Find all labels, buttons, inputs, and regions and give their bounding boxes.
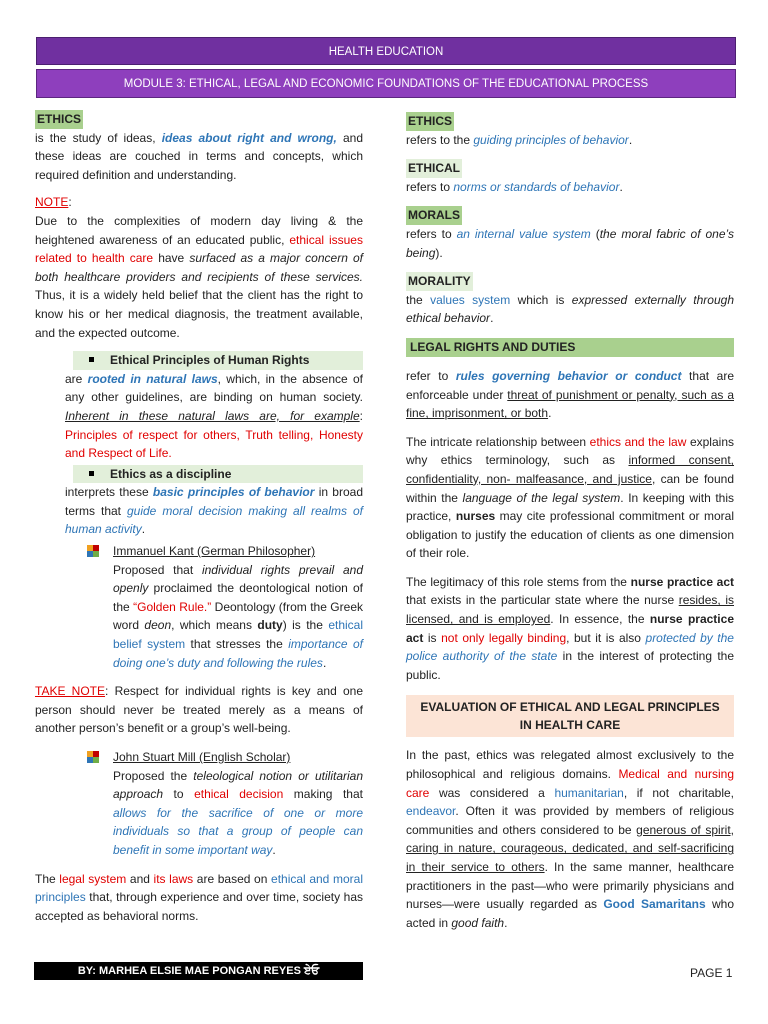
author-footer [34,962,363,980]
intricate-paragraph: The intricate relationship between ethics and the law explains why ethics terminology, such as informed consent, confidentiality, non- malfeasance, and justice, can be found within the language of the legal system. In keeping with this practice, nurses may cite professional commitment or moral obligation to justify the education of clients as one dimension of their role. [406,434,735,561]
principles-paragraph: are rooted in natural laws, which, in the absence of any other guidelines, are binding on human society. Inherent in these natural laws are, for example: Principles of respect for others, Truth telling, Honesty and Respect of Life. [65,371,363,461]
mill-name: John Stuart Mill (English Scholar) [113,750,291,764]
author-name: BY: MARHEA ELSIE MAE PONGAN REYES ਏਓ [77,965,320,977]
evaluation-heading: EVALUATION OF ETHICAL AND LEGAL PRINCIPLES IN HEALTH CARE [406,695,734,737]
module-title: MODULE 3: ETHICAL, LEGAL AND ECONOMIC FOUNDATIONS OF THE EDUCATIONAL PROCESS [123,78,649,90]
ethics-heading: ETHICS [35,110,83,129]
legal-system-paragraph: The legal system and its laws are based on ethical and moral principles that, through experience and over time, society has accepted as behavioral norms. [35,871,363,923]
mill-entry [35,748,363,860]
kant-paragraph: Proposed that individual rights prevail and openly proclaimed the deontological notion of the “Golden Rule.” Deontology (from the Greek word deon, which means duty) is the ethical belief system that stresses the importance of doing one’s duty and following the rules. [113,562,363,670]
ethics-heading-right: ETHICS [406,112,454,131]
page-number: PAGE 1 [690,966,733,980]
header-title: HEALTH EDUCATION [328,46,444,58]
principles-heading: Ethical Principles of Human Rights [73,351,363,370]
kant-entry [35,542,363,672]
square-bullet-icon [89,471,94,476]
ethical-paragraph: refers to norms or standards of behavior. [406,179,623,194]
take-note-paragraph: TAKE NOTE: Respect for individual rights is key and one person should never be treated merely as a means of another person’s benefit or a group’s well-being. [35,684,364,736]
square-bullet-icon [89,357,94,362]
morals-paragraph: refers to an internal value system (the moral fabric of one’s being). [406,226,734,260]
windows-bullet-icon [87,751,99,763]
legitimacy-paragraph: The legitimacy of this role stems from the nurse practice act that exists in the particular state where the nurse resides, is licensed, and is employed. In essence, the nurse practice act is not only legally binding, but it is also protected by the police authority of the state in the interest of protecting the public. [406,574,735,682]
past-paragraph: In the past, ethics was relegated almost exclusively to the philosophical and religious domains. Medical and nursing care was considered a humanitarian, if not charitable, endeavor. Often it was provided by members of religious communities and others considered to be generous of spirit, caring in nature, courageous, dedicated, and self-sacrificing in their service to others. In the same manner, healthcare practitioners in the past—who were primarily physicians and nurses—were usually regarded as Good Samaritans who acted in good faith. [406,748,734,930]
morals-heading: MORALS [406,206,462,225]
ethical-heading: ETHICAL [406,159,462,178]
legal-rights-paragraph: refer to rules governing behavior or conduct that are enforceable under threat of punishment or penalty, such as a fine, imprisonment, or both. [406,368,734,421]
morality-paragraph: the values system which is expressed externally through ethical behavior. [406,292,734,326]
legal-rights-heading: LEGAL RIGHTS AND DUTIES [406,338,734,357]
morality-heading: MORALITY [406,272,473,291]
mill-paragraph: Proposed the teleological notion or utilitarian approach to ethical decision making that allows for the sacrifice of one or more individuals so that a group of people can benefit in some important way. [113,768,364,857]
note-label: NOTE: [35,195,72,210]
right-column [406,112,734,932]
left-column [35,110,363,925]
windows-bullet-icon [87,545,99,557]
discipline-paragraph: interprets these basic principles of behavior in broad terms that guide moral decision making all realms of human activity. [65,485,364,537]
note-paragraph: Due to the complexities of modern day living & the heightened awareness of an educated public, ethical issues related to health care have surfaced as a major concern of both healthcare providers and recipients of these services. Thus, it is a widely held belief that the client has the right to know his or her medical diagnosis, the treatment available, and the expected outcome. [35,213,363,340]
ethics-right-paragraph: refers to the guiding principles of behavior. [406,132,633,147]
kant-name: Immanuel Kant (German Philosopher) [113,544,316,559]
ethics-definition: is the study of ideas, ideas about right and wrong, and these ideas are couched in terms and concepts, which required definition and understanding. [35,130,364,182]
module-title-bar [36,69,736,98]
discipline-heading: Ethics as a discipline [73,465,363,484]
header-title-bar [36,37,736,65]
